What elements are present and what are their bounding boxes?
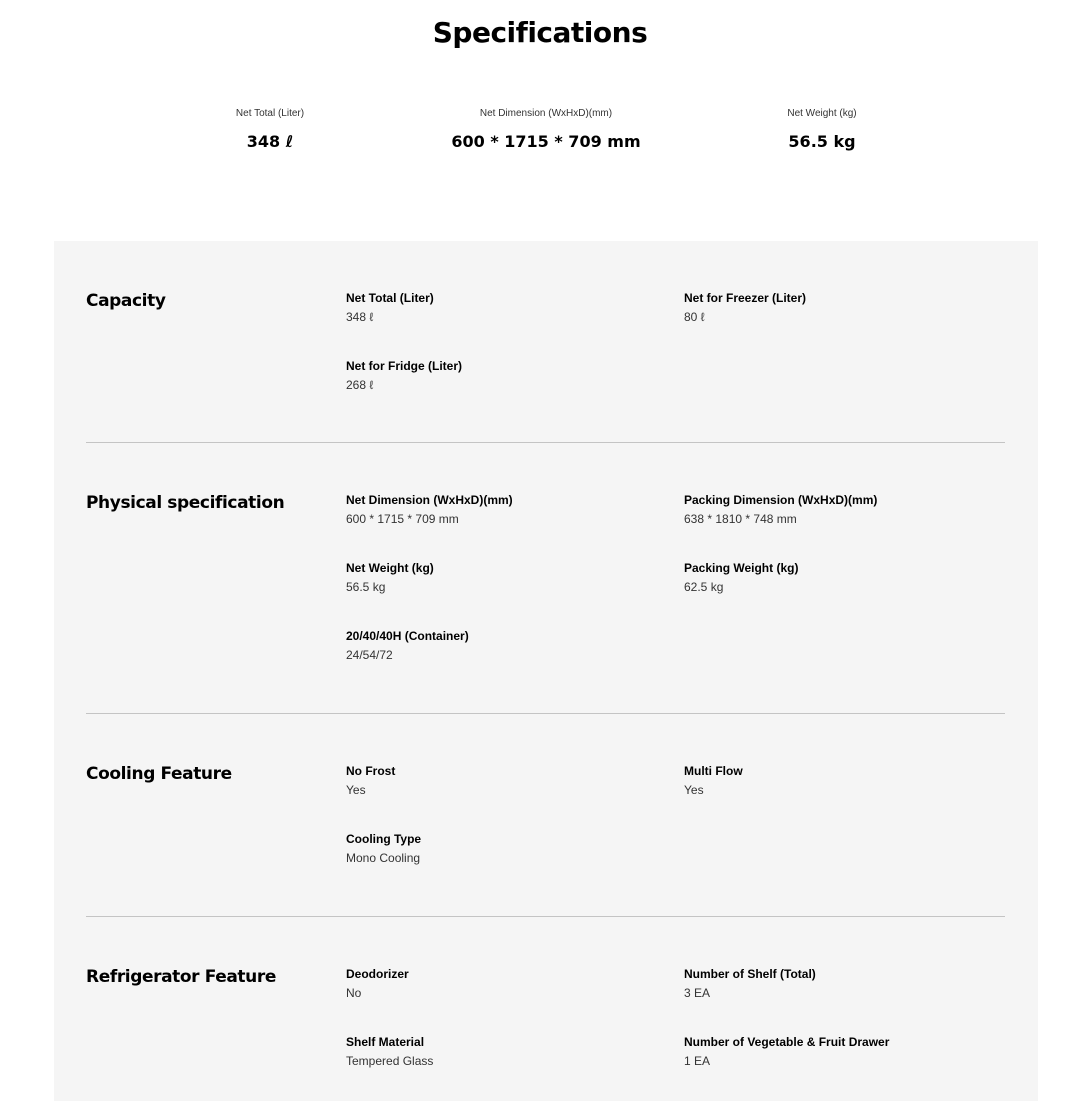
spec-item (684, 967, 984, 1001)
spec-item-value: 80 ℓ (684, 310, 705, 324)
spec-item-label: No Frost (346, 764, 396, 778)
section-title: Capacity (86, 291, 166, 311)
spec-item-label: Number of Vegetable & Fruit Drawer (684, 1035, 890, 1049)
spec-item-value: No (346, 986, 362, 1000)
spec-item (684, 764, 984, 798)
spec-item-label: Net Dimension (WxHxD)(mm) (346, 493, 513, 507)
spec-item-value: 600 * 1715 * 709 mm (346, 512, 459, 526)
spec-item (684, 561, 984, 595)
spec-section-refrigerator (86, 917, 1005, 1117)
spec-panel (54, 241, 1038, 1101)
spec-item-label: Deodorizer (346, 967, 409, 981)
key-specs-summary (0, 108, 1080, 168)
section-title: Cooling Feature (86, 764, 232, 784)
spec-item-value: 348 ℓ (346, 310, 374, 324)
spec-item-value: 56.5 kg (346, 580, 386, 594)
section-title: Physical specification (86, 493, 285, 513)
key-spec-label: Net Dimension (WxHxD)(mm) (479, 108, 613, 119)
spec-item-value: Tempered Glass (346, 1054, 434, 1068)
spec-item (346, 629, 646, 663)
spec-item (346, 493, 646, 527)
key-spec-net-dimension (436, 108, 656, 152)
spec-item (346, 967, 646, 1001)
spec-item (684, 493, 984, 527)
spec-item (684, 1035, 984, 1069)
spec-item-label: Shelf Material (346, 1035, 425, 1049)
spec-item-label: Number of Shelf (Total) (684, 967, 816, 981)
key-spec-value: 348 ℓ (246, 132, 294, 151)
key-spec-net-weight (712, 108, 932, 152)
spec-item-label: 20/40/40H (Container) (346, 629, 469, 643)
key-spec-value: 600 * 1715 * 709 mm (451, 132, 641, 151)
spec-section-cooling (86, 714, 1005, 917)
spec-item-value: Mono Cooling (346, 851, 421, 865)
spec-item (346, 832, 646, 866)
spec-item (346, 1035, 646, 1069)
spec-item-value: 3 EA (684, 986, 711, 1000)
key-spec-label: Net Weight (kg) (787, 108, 857, 119)
key-spec-net-total (160, 108, 380, 152)
spec-item (346, 764, 646, 798)
spec-item-label: Net for Fridge (Liter) (346, 359, 462, 373)
spec-item-value: 24/54/72 (346, 648, 393, 662)
spec-item-label: Packing Weight (kg) (684, 561, 799, 575)
spec-item-value: 638 * 1810 * 748 mm (684, 512, 797, 526)
spec-item-label: Multi Flow (684, 764, 743, 778)
spec-item-value: 268 ℓ (346, 378, 374, 392)
spec-item-label: Net for Freezer (Liter) (684, 291, 807, 305)
key-spec-value: 56.5 kg (788, 132, 856, 151)
spec-item (346, 359, 646, 393)
spec-item (346, 561, 646, 595)
spec-section-physical (86, 443, 1005, 714)
spec-item-label: Cooling Type (346, 832, 422, 846)
spec-item-label: Packing Dimension (WxHxD)(mm) (684, 493, 878, 507)
spec-section-capacity (86, 241, 1005, 443)
page-title: Specifications (432, 16, 648, 49)
spec-item-label: Net Total (Liter) (346, 291, 434, 305)
spec-item-value: 62.5 kg (684, 580, 724, 594)
key-spec-label: Net Total (Liter) (235, 108, 305, 119)
spec-item (346, 291, 646, 325)
spec-item-value: Yes (684, 783, 704, 797)
section-title: Refrigerator Feature (86, 967, 276, 987)
spec-item-label: Net Weight (kg) (346, 561, 434, 575)
spec-item-value: Yes (346, 783, 366, 797)
spec-item-value: 1 EA (684, 1054, 711, 1068)
spec-item (684, 291, 984, 325)
